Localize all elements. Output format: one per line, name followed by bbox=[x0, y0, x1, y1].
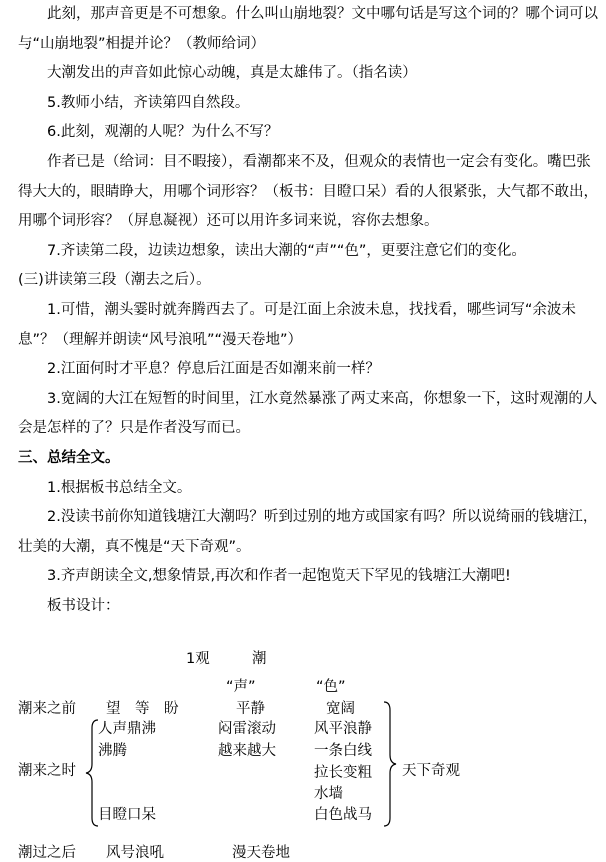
paragraph: 7.齐读第二段，边读边想象，读出大潮的“声”“色”，更要注意它们的变化。 bbox=[47, 242, 526, 259]
paragraph: 5.教师小结，齐读第四自然段。 bbox=[47, 94, 250, 111]
paragraph: 作者已是（给词：目不暇接），看潮都来不及，但观众的表情也一定会有变化。嘴巴张得大大的，眼睛睁大，用哪个词形容？（板书：目瞪口呆）看的人很紧张，大气都不敢出，用哪个词形容？（屏息凝视）还可以用许多词来说，容你去想象。 bbox=[18, 153, 598, 230]
during-people: 目瞪口呆 bbox=[98, 807, 156, 823]
blackboard-design bbox=[0, 644, 606, 860]
board-conclusion: 天下奇观 bbox=[402, 763, 460, 779]
board-title-word: 潮 bbox=[252, 651, 267, 667]
column-header-sound: “声” bbox=[226, 679, 256, 695]
during-color: 白色战马 bbox=[314, 807, 372, 823]
board-design-label: 板书设计： bbox=[47, 597, 120, 614]
during-sound: 越来越大 bbox=[218, 743, 276, 759]
column-header-color: “色” bbox=[316, 679, 346, 695]
list-item: 3.宽阔的大江在短暂的时间里，江水竟然暴涨了两丈来高，你想象一下，这时观潮的人会是怎样的了？只是作者没写而已。 bbox=[18, 390, 598, 437]
document-body bbox=[18, 0, 598, 621]
right-brace bbox=[382, 700, 398, 828]
part-heading: 三、总结全文。 bbox=[18, 449, 120, 466]
row-after-sound: 风号浪吼 bbox=[106, 845, 164, 861]
list-item: 2.江面何时才平息？停息后江面是否如潮来前一样？ bbox=[47, 361, 380, 378]
list-item: 1.可惜，潮头霎时就奔腾西去了。可是江面上余波未息，找找看，哪些词写“余波未息”？（理解并朗读“风号浪吼”“漫天卷地”） bbox=[18, 301, 576, 348]
row-before-sound: 平静 bbox=[236, 701, 265, 717]
row-after-color: 漫天卷地 bbox=[232, 845, 290, 861]
during-color: 风平浪静 bbox=[314, 721, 372, 737]
row-label-during: 潮来之时 bbox=[18, 763, 76, 779]
paragraph: 大潮发出的声音如此惊心动魄，真是太雄伟了。（指名读） bbox=[47, 65, 417, 82]
section-title: (三)讲读第三段（潮去之后）。 bbox=[18, 272, 211, 289]
list-item: 1.根据板书总结全文。 bbox=[47, 479, 192, 496]
during-color: 拉长变粗 bbox=[314, 765, 372, 781]
row-label-after: 潮过之后 bbox=[18, 845, 76, 861]
during-sound: 闷雷滚动 bbox=[218, 721, 276, 737]
row-before-color: 宽阔 bbox=[326, 701, 355, 717]
during-people: 人声鼎沸 bbox=[98, 721, 156, 737]
paragraph: 6.此刻，观潮的人呢？为什么不写？ bbox=[47, 124, 279, 141]
during-people: 沸腾 bbox=[98, 743, 127, 759]
during-color: 一条白线 bbox=[314, 743, 372, 759]
during-color: 水墙 bbox=[314, 786, 343, 802]
paragraph: 此刻，那声音更是不可想象。什么叫山崩地裂？文中哪句话是写这个词的？哪个词可以与“山崩地裂”相提并论？（教师给词） bbox=[18, 6, 598, 52]
row-label-before: 潮来之前 bbox=[18, 701, 76, 717]
left-brace bbox=[84, 718, 100, 828]
list-item: 2.没读书前你知道钱塘江大潮吗？听到过别的地方或国家有吗？所以说绮丽的钱塘江，壮美的大潮，真不愧是“天下奇观”。 bbox=[18, 509, 598, 555]
row-before-look: 望 等 盼 bbox=[106, 701, 179, 717]
board-title-number: 1观 bbox=[186, 651, 210, 667]
list-item: 3.齐声朗读全文,想象情景,再次和作者一起饱览天下罕见的钱塘江大潮吧! bbox=[47, 568, 511, 585]
